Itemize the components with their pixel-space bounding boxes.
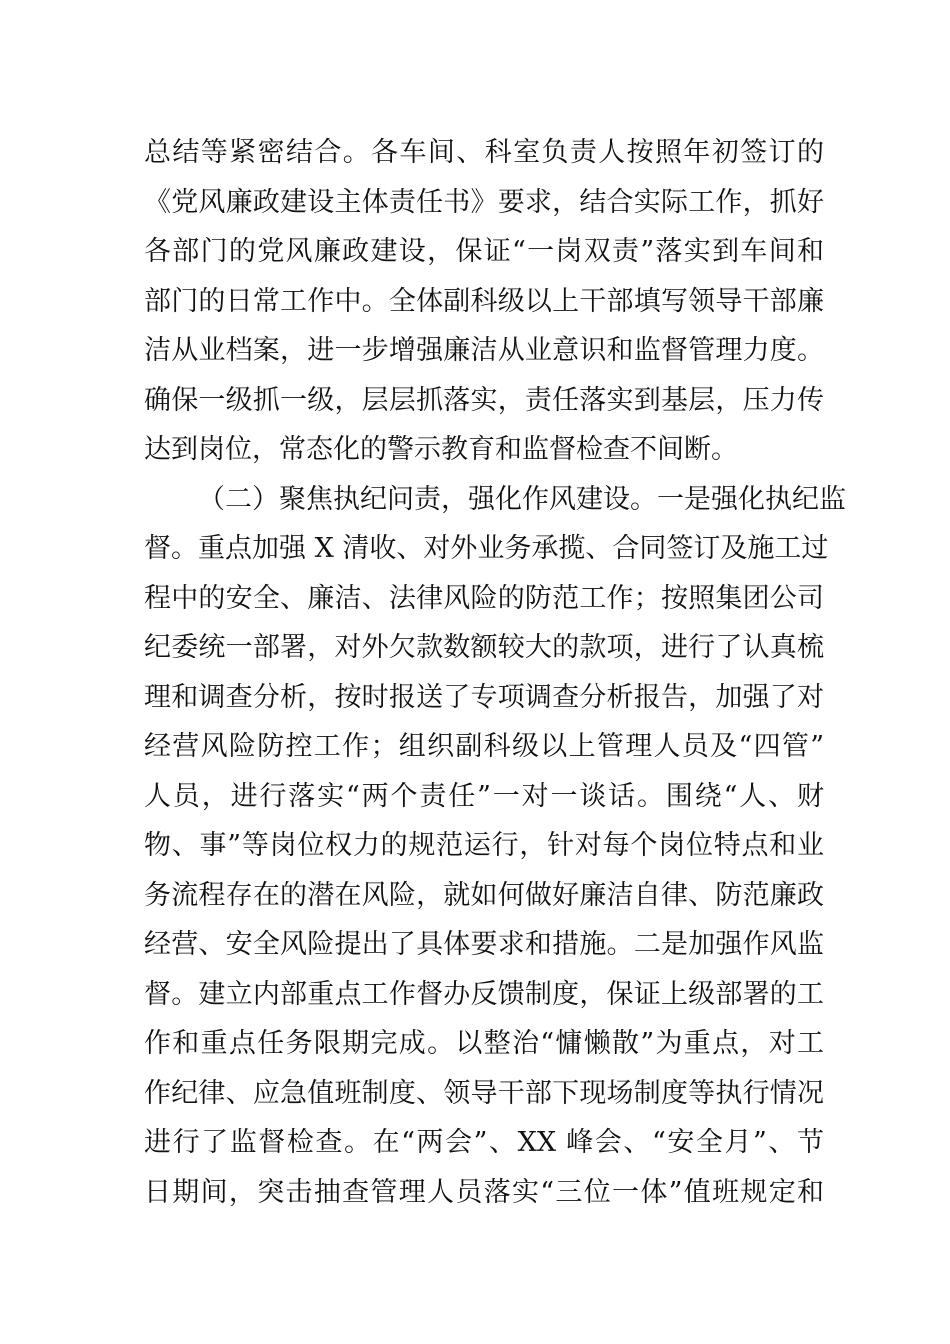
text-line: 进行了监督检查。在“两会”、XX 峰会、“安全月”、节 [144, 1127, 824, 1158]
text-line: 达到岗位，常态化的警示教育和监督检查不间断。 [144, 434, 738, 465]
text-line: 督。建立内部重点工作督办反馈制度，保证上级部署的工 [144, 978, 824, 1010]
text-line: 总结等紧密结合。各车间、科室负责人按照年初签订的 [144, 137, 824, 168]
text-line: 部门的日常工作中。全体副科级以上干部填写领导干部廉 [144, 285, 824, 317]
text-line: 人员，进行落实“两个责任”一对一谈话。围绕“人、财 [144, 780, 824, 812]
text-line: （二）聚焦执纪问责，强化作风建设。一是强化执纪监 [198, 483, 846, 515]
text-line: 洁从业档案，进一步增强廉洁从业意识和监督管理力度。 [144, 335, 824, 366]
text-line: 作和重点任务限期完成。以整治“慵懒散”为重点，对工 [144, 1028, 824, 1059]
text-line: 务流程存在的潜在风险，就如何做好廉洁自律、防范廉政 [144, 879, 824, 911]
paragraph-discipline [144, 475, 846, 1218]
text-line: 纪委统一部署，对外欠款数额较大的款项，进行了认真梳 [144, 632, 824, 663]
text-line: 《党风廉政建设主体责任书》要求，结合实际工作，抓好 [144, 186, 824, 218]
text-line: 日期间，突击抽查管理人员落实“三位一体”值班规定和 [144, 1176, 824, 1208]
text-line: 确保一级抓一级，层层抓落实，责任落实到基层，压力传 [144, 384, 824, 416]
text-line: 各部门的党风廉政建设，保证“一岗双责”落实到车间和 [144, 236, 824, 267]
text-line: 物、事”等岗位权力的规范运行，针对每个岗位特点和业 [144, 830, 824, 861]
text-line: 作纪律、应急值班制度、领导干部下现场制度等执行情况 [144, 1077, 824, 1109]
text-line: 理和调查分析，按时报送了专项调查分析报告，加强了对 [144, 681, 824, 713]
text-line: 程中的安全、廉洁、法律风险的防范工作；按照集团公司 [144, 582, 824, 614]
text-line: 督。重点加强 X 清收、对外业务承揽、合同签订及施工过 [144, 533, 829, 564]
text-line: 经营风险防控工作；组织副科级以上管理人员及“四管” [144, 731, 824, 762]
paragraph-responsibility [144, 128, 824, 475]
text-line: 经营、安全风险提出了具体要求和措施。二是加强作风监 [144, 929, 824, 960]
body-text [144, 128, 846, 1217]
